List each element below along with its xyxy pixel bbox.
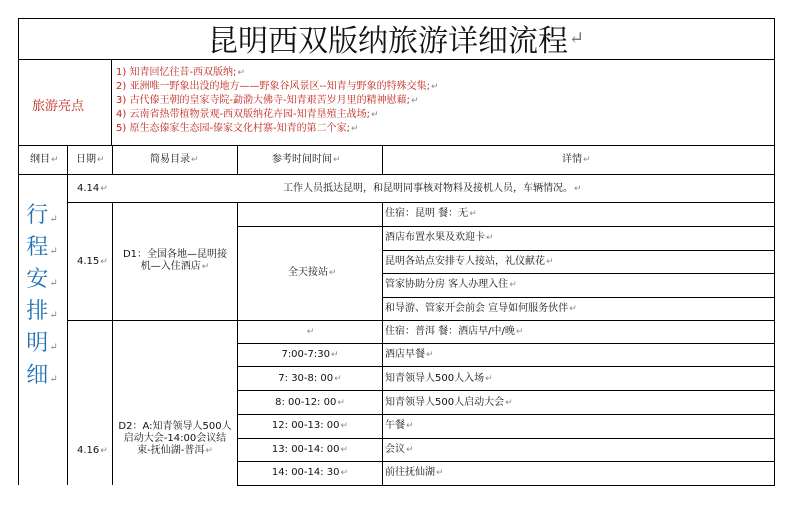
day1-date: 4.15↵ <box>77 256 108 267</box>
day1-brief: D1：全国各地—昆明接 机—入住酒店↵ <box>122 249 228 272</box>
day2-time: 7: 30-8: 00↵ <box>278 373 342 384</box>
border-highlights-bottom <box>18 145 775 146</box>
day2-time: 8: 00-12: 00↵ <box>275 397 345 408</box>
header-time: 参考时间时间↵ <box>272 154 341 165</box>
border-header-bottom <box>18 174 775 175</box>
highlight-item: 4) 云南省热带植物景观-西双版纳花卉园-知青垦殖主战场;↵ <box>116 109 379 120</box>
section-label-itinerary <box>26 202 58 394</box>
day1-detail: 酒店布置水果及欢迎卡↵ <box>385 232 494 243</box>
header-outline: 纲目↵ <box>30 154 59 165</box>
row-line <box>237 390 775 391</box>
row-line <box>237 414 775 415</box>
section-char: 细↵ <box>26 363 58 388</box>
section-char: 安↵ <box>26 267 58 292</box>
day2-detail: 住宿：普洱 餐：酒店早/中/晚↵ <box>385 326 524 337</box>
day2-detail: 午餐↵ <box>385 420 414 431</box>
highlight-item: 2) 亚洲唯一野象出没的地方——野象谷风景区--知青与野象的特殊交集;↵ <box>116 81 439 92</box>
day2-time: 7:00-7:30↵ <box>281 349 339 360</box>
paragraph-mark-icon: ↵ <box>371 110 379 120</box>
border-left <box>18 18 19 485</box>
highlight-item: 5) 原生态傣家生态园-傣家文化村寨-知青的第二个家;↵ <box>116 123 359 134</box>
header-brief: 简易目录↵ <box>150 154 199 165</box>
border-right <box>774 18 775 485</box>
row-line <box>237 461 775 462</box>
border-day1-bottom <box>67 320 775 321</box>
day2-time: 13: 00-14: 00↵ <box>271 444 349 455</box>
paragraph-mark-icon: ↵ <box>237 68 245 78</box>
row-line <box>237 366 775 367</box>
col-date-divider-lower <box>112 202 113 485</box>
header-detail: 详情↵ <box>562 154 591 165</box>
section-char: 程↵ <box>26 235 58 260</box>
row-line <box>382 250 775 251</box>
highlight-item: 3) 古代傣王朝的皇家寺院-勐泐大佛寺-知青艰苦岁月里的精神慰藉;↵ <box>116 95 419 106</box>
day1-time: 全天接站↵ <box>288 267 337 278</box>
col-date-divider <box>112 145 113 175</box>
col-brief-divider <box>237 145 238 175</box>
paragraph-mark-icon: ↵ <box>431 82 439 92</box>
day1-detail: 管家协助分房 客人办理入住↵ <box>385 279 517 290</box>
col-time-divider-lower <box>382 202 383 485</box>
col-brief-divider-lower <box>237 202 238 485</box>
day1-detail: 住宿：昆明 餐：无↵ <box>385 208 477 219</box>
highlights-list <box>116 66 439 136</box>
row-line <box>382 297 775 298</box>
day1-detail: 昆明各站点安排专人接站，礼仪献花↵ <box>385 256 554 267</box>
day0-detail: 工作人员抵达昆明，和昆明同事核对物料及接机人员，车辆情况。↵ <box>283 183 582 194</box>
section-char: 行↵ <box>26 203 58 228</box>
col-time-divider <box>382 145 383 175</box>
day0-date: 4.14↵ <box>77 183 108 194</box>
day2-time: ↵ <box>306 327 315 337</box>
paragraph-mark-icon: ↵ <box>411 96 419 106</box>
page-title <box>18 18 774 58</box>
paragraph-mark-icon: ↵ <box>351 124 359 134</box>
day1-detail: 和导游、管家开会前会 宣导如何服务伙伴↵ <box>385 303 577 314</box>
day2-detail: 知青领导人500人入场↵ <box>385 373 493 384</box>
row-line <box>237 438 775 439</box>
header-date: 日期↵ <box>76 154 105 165</box>
row-line <box>237 485 775 486</box>
border-day0-bottom <box>67 202 775 203</box>
row-line <box>237 226 775 227</box>
paragraph-mark-icon: ↵ <box>568 27 585 49</box>
page-title-text: 昆明西双版纳旅游详细流程 <box>207 24 568 59</box>
day2-time: 12: 00-13: 00↵ <box>271 420 349 431</box>
day2-detail: 会议↵ <box>385 444 414 455</box>
day2-time: 14: 00-14: 30↵ <box>271 467 349 478</box>
col-hl-divider <box>111 59 112 146</box>
day2-brief: D2：A:知青领导人500人 启动大会-14:00会议结 束-抚仙湖-普洱↵ <box>118 421 232 456</box>
highlights-label: 旅游亮点 <box>32 99 85 114</box>
highlight-item: 1) 知青回忆往昔-西双版纳;↵ <box>116 67 245 78</box>
section-char: 排↵ <box>26 299 58 324</box>
section-char: 明↵ <box>26 331 58 356</box>
day2-detail: 前往抚仙湖↵ <box>385 467 444 478</box>
day2-detail: 知青领导人500人启动大会↵ <box>385 397 513 408</box>
day2-date: 4.16↵ <box>77 445 108 456</box>
row-line <box>382 273 775 274</box>
col-outline-divider <box>67 145 68 485</box>
day2-detail: 酒店早餐↵ <box>385 349 434 360</box>
row-line <box>237 343 775 344</box>
